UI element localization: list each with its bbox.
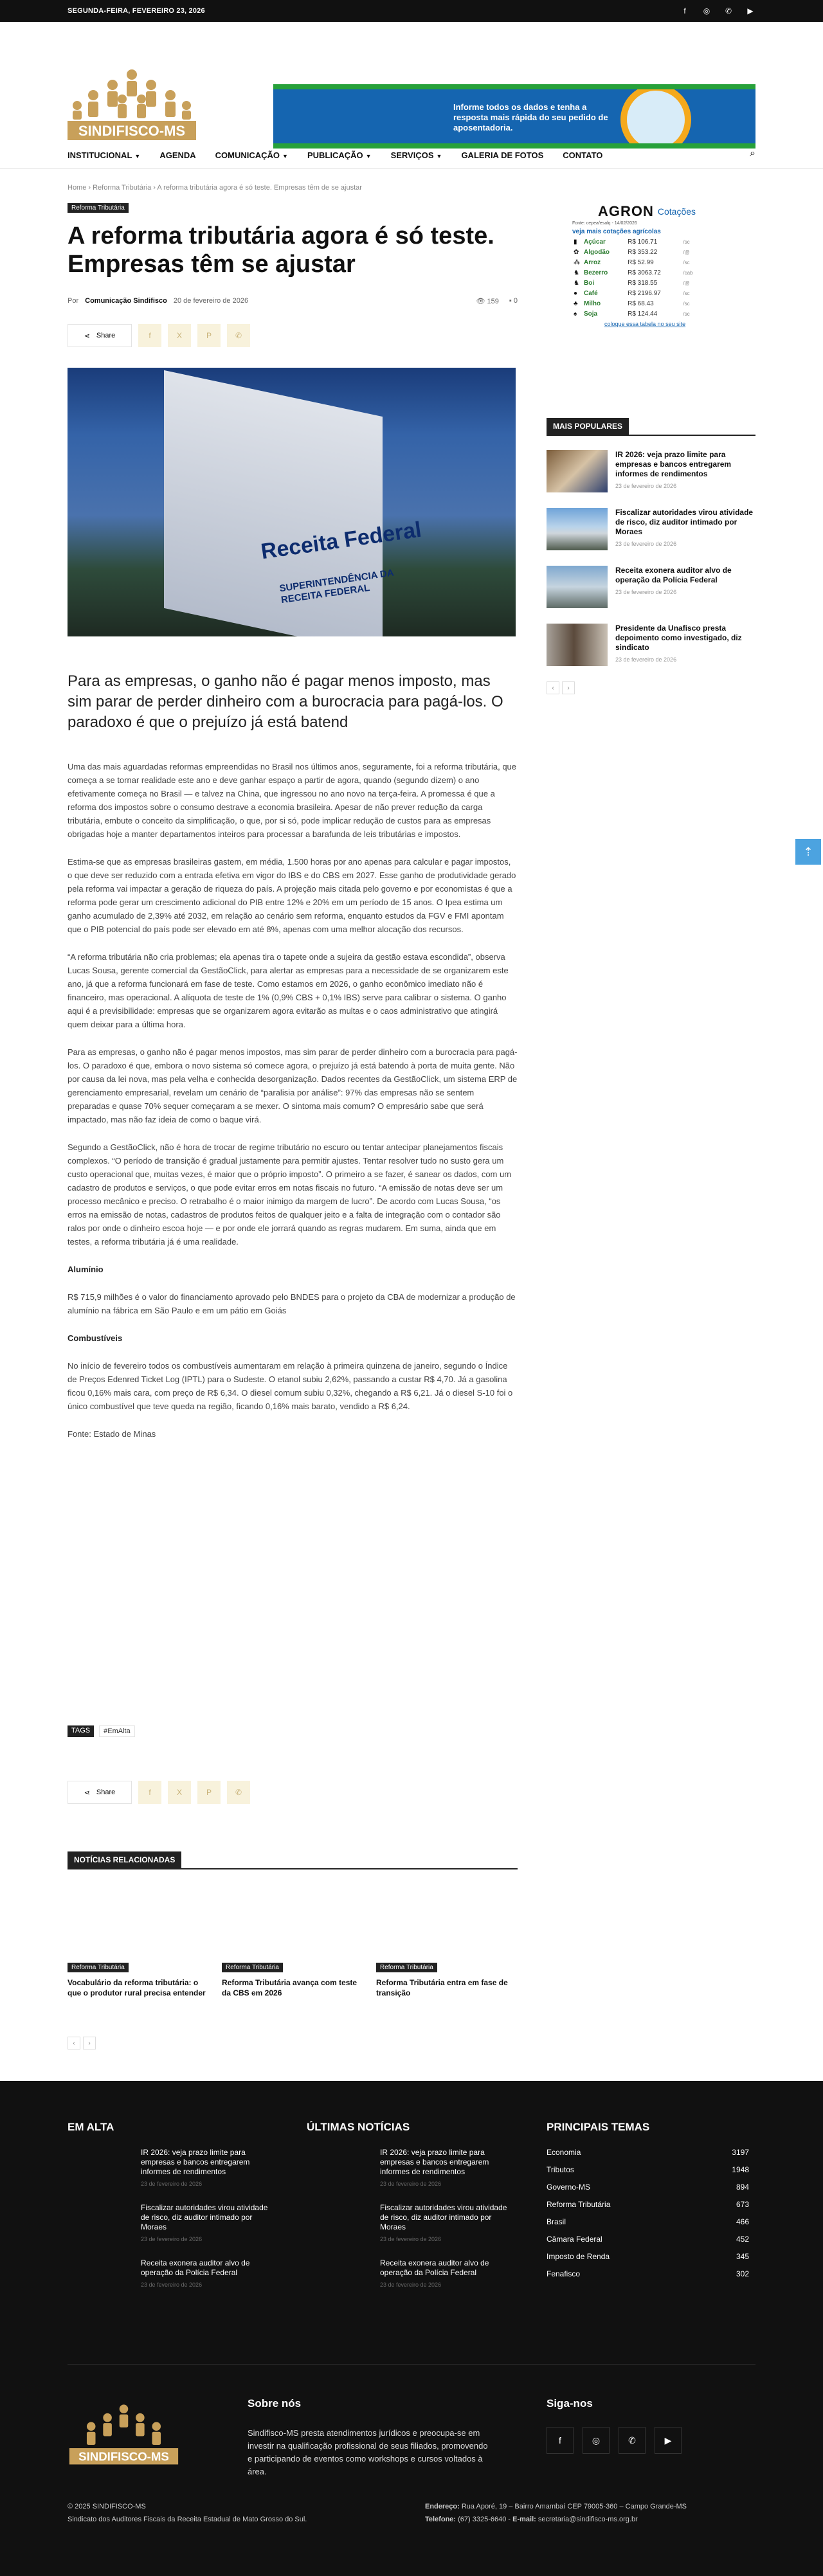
- chevron-down-icon: ▼: [436, 152, 442, 159]
- topic-link[interactable]: Imposto de Renda 345: [547, 2252, 749, 2261]
- views-count: 👁 159: [476, 298, 499, 305]
- next-icon[interactable]: ›: [562, 681, 575, 694]
- popular-widget: [547, 418, 755, 694]
- banner-text: Informe todos os dados e tenha a resposta mais rápida do seu pedido de aposentadoria.: [453, 102, 608, 132]
- logo-text: SINDIFISCO-MS: [78, 123, 186, 139]
- top-bar: [0, 0, 823, 22]
- copyright: © 2025 SINDIFISCO-MS: [68, 2503, 146, 2510]
- prev-icon[interactable]: ‹: [547, 681, 559, 694]
- list-item[interactable]: Receita exonera auditor alvo de operação da Polícia Federal 23 de fevereiro de 2026: [307, 2258, 512, 2301]
- article-source: Fonte: Estado de Minas: [68, 1429, 156, 1439]
- table-row: ▮ Açúcar R$ 106.71 /sc: [572, 237, 701, 247]
- related-news: [68, 1895, 518, 1998]
- nav-contato[interactable]: CONTATO: [563, 150, 603, 160]
- related-title[interactable]: Reforma Tributária entra em fase de transição: [376, 1978, 508, 1997]
- article-hero-image: [68, 368, 516, 636]
- related-thumb: [222, 1895, 363, 1972]
- category-badge[interactable]: Reforma Tributária: [222, 1963, 283, 1972]
- org-name: Sindicato dos Auditores Fiscais da Receita Estadual de Mato Grosso do Sul.: [68, 2516, 307, 2523]
- footer-sobre: Sobre nós Sindifisco-MS presta atendimentos jurídicos e preocupa-se em investir na qualificação profissional de seus filiados, promovendo e participando de eventos como workshops e cursos voltados à área.: [248, 2397, 488, 2476]
- related-title[interactable]: Reforma Tributária avança com teste da CBS em 2026: [222, 1978, 357, 1997]
- footer-logo[interactable]: [68, 2402, 180, 2473]
- youtube-icon[interactable]: ▶: [747, 6, 754, 15]
- related-card[interactable]: [376, 1895, 518, 1998]
- phone[interactable]: (67) 3325-6640 -: [458, 2516, 511, 2523]
- list-item[interactable]: Fiscalizar autoridades virou atividade de risco, diz auditor intimado por Moraes 23 de fevereiro de 2026: [68, 2203, 273, 2246]
- paragraph: Uma das mais aguardadas reformas empreendidas no Brasil nos últimos anos, seguramente, foi a reforma tributária, que começa a se tornar realidade este ano e deve ganhar espaço a partir de agora, quando (segundo dizem) o ano efetivamente começa no Brasil — e talvez na China, que ingressou no ano novo na terça-feira. A promessa é que a reforma dos impostos sobre o consumo destrave a economia brasileira. Apesar de não prever redução da carga tributária, embute o conceito da simplificação, o que, por si só, pode implicar redução de custos para as empresas obrigadas hoje a manter departamentos inteiros para processar a barafunda de leis tributárias e impostos.: [68, 762, 517, 839]
- list-item[interactable]: Fiscalizar autoridades virou atividade de risco, diz auditor intimado por Moraes 23 de fevereiro de 2026: [547, 508, 755, 550]
- by-label: Por: [68, 297, 79, 305]
- main-nav: [68, 143, 755, 167]
- paragraph: “A reforma tributária não cria problemas; ela apenas tira o tapete onde a sujeira da gestão estava escondida”, observa Lucas Sousa, gerente comercial da GestãoClick, para alertar as empresas para a necessidade de se organizarem este ano, já que a reforma funcionará em fase de teste. Como estamos em 2026, o ganho econômico imediato não é financeiro, mas operacional. A alíquota de teste de 1% (0,9% CBS + 0,1% IBS) serve para calibrar o sistema. O ganho aqui é a previsibilidade: empresas que se organizarem agora evitarão as multas e o caos administrativo que atingirá quem deixar para a última hora.: [68, 952, 509, 1029]
- news-thumb: [307, 2258, 371, 2301]
- scroll-to-top-button[interactable]: [795, 839, 821, 865]
- author-link[interactable]: Comunicação Sindifisco: [85, 297, 167, 305]
- facebook-icon[interactable]: f: [683, 6, 686, 15]
- eye-icon: 👁: [476, 298, 487, 305]
- topic-link[interactable]: Tributos 1948: [547, 2165, 749, 2174]
- related-pager: [68, 2037, 96, 2049]
- related-title[interactable]: Vocabulário da reforma tributária: o que o produtor rural precisa entender: [68, 1978, 206, 1997]
- table-row: ♞ Bezerro R$ 3063.72 /cab: [572, 267, 701, 278]
- related-thumb: [68, 1895, 209, 1972]
- nav-institucional[interactable]: INSTITUCIONAL ▼: [68, 150, 141, 160]
- related-card[interactable]: [222, 1895, 363, 1998]
- topic-link[interactable]: Economia 3197: [547, 2148, 749, 2157]
- paragraph: Para as empresas, o ganho não é pagar menos impostos, mas sim parar de perder dinheiro com a burocracia para pagá-los. O paradoxo é que, embora o novo sistema só comece agora, o prejuízo já está batendo à porta de muita gente. Não por causa da lei nova, mas pela velha e conhecida desorganização. Dados recentes da GestãoClick, um sistema ERP de gerenciamento empresarial, revelam um cenário de “paralisia por análise”: 97% das empresas não se sentem preparadas e quase 70% sequer começaram a se mexer. O sintoma mais comum? O empresário sabe que será impactado, mas não faz ideia de como o baque virá.: [68, 1047, 518, 1124]
- footer-temas: PRINCIPAIS TEMAS Economia 3197 Tributos 1948 Governo-MS 894 Reforma Tributária 673 Brasil 466 Câmara Federal 452 Imposto de Renda 345 Fenafisco 302: [547, 2121, 749, 2287]
- facebook-share-icon[interactable]: f: [138, 324, 161, 347]
- youtube-icon[interactable]: ▶: [655, 2427, 682, 2454]
- popular-thumb: [547, 624, 608, 666]
- agron-subtitle: Cotações: [657, 206, 696, 217]
- pinterest-share-icon[interactable]: P: [197, 1781, 221, 1804]
- footer-logo-text: SINDIFISCO-MS: [78, 2449, 169, 2463]
- news-thumb: [68, 2203, 132, 2246]
- hero-sign-text: Receita Federal: [259, 517, 423, 564]
- current-date: SEGUNDA-FEIRA, FEVEREIRO 23, 2026: [68, 7, 205, 15]
- related-heading: NOTÍCIAS RELACIONADAS: [68, 1851, 518, 1869]
- table-row: ♞ Boi R$ 318.55 /@: [572, 278, 701, 288]
- tag-link[interactable]: #EmAlta: [99, 1725, 135, 1737]
- chevron-down-icon: ▼: [365, 152, 372, 159]
- list-item[interactable]: Receita exonera auditor alvo de operação da Polícia Federal 23 de fevereiro de 2026: [547, 566, 755, 608]
- comment-icon: ▪: [509, 297, 514, 305]
- email-link[interactable]: secretaria@sindifisco-ms.org.br: [538, 2516, 638, 2523]
- footer-em-alta: EM ALTA IR 2026: veja prazo limite para empresas e bancos entregarem informes de rendimentos 23 de fevereiro de 2026 Fiscalizar autoridades virou atividade de risco, diz auditor intimado por Moraes 23 de fevereiro de 2026 Receita exonera auditor alvo de operação da Polícia Federal 23 de fevereiro de 2026: [68, 2121, 273, 2314]
- nav-publicacao[interactable]: PUBLICAÇÃO ▼: [307, 150, 372, 160]
- instagram-icon[interactable]: ◎: [703, 6, 710, 15]
- share-icon: ⋖: [84, 1788, 90, 1797]
- popular-thumb: [547, 450, 608, 492]
- category-badge[interactable]: Reforma Tributária: [68, 203, 129, 213]
- pinterest-share-icon[interactable]: P: [197, 324, 221, 347]
- news-thumb: [307, 2148, 371, 2190]
- topic-link[interactable]: Fenafisco 302: [547, 2269, 749, 2278]
- news-thumb: [307, 2203, 371, 2246]
- whatsapp-icon[interactable]: ✆: [725, 6, 732, 15]
- share-button[interactable]: ⋖ Share: [68, 324, 132, 347]
- nav-agenda[interactable]: AGENDA: [159, 150, 196, 160]
- whatsapp-share-icon[interactable]: ✆: [227, 324, 250, 347]
- paragraph: R$ 715,9 milhões é o valor do financiamento aprovado pelo BNDES para o projeto da CBA de modernizar a produção de alumínio na fábrica em São Paulo e em um pátio em Goiás: [68, 1292, 516, 1315]
- agron-source: Fonte: cepea/esalq - 14/02/2026: [572, 221, 637, 226]
- x-share-icon[interactable]: X: [168, 324, 191, 347]
- article-meta: [68, 297, 518, 305]
- tags-row: [68, 1725, 135, 1737]
- agron-table: [572, 237, 701, 319]
- soy-icon: ♠: [574, 310, 577, 318]
- corn-icon: ♣: [574, 300, 578, 307]
- tags-label: TAGS: [68, 1725, 94, 1737]
- hero-sign-subtext: SUPERINTENDÊNCIA DA RECEITA FEDERAL: [278, 567, 395, 606]
- list-item[interactable]: IR 2026: veja prazo limite para empresas e bancos entregarem informes de rendimentos 23 de fevereiro de 2026: [547, 450, 755, 492]
- x-share-icon[interactable]: X: [168, 1781, 191, 1804]
- paragraph: No início de fevereiro todos os combustíveis aumentaram em relação à primeira quinzena de janeiro, segundo o Índice de Preços Edenred Ticket Log (IPTL) para o Sudeste. O etanol subiu 2,62%, passando a custar R$ 4,70. Já a gasolina ficou 0,16% mais cara, com preço de R$ 6,34. O diesel comum subiu 0,32%, chegando a R$ 6,21. Já o diesel S-10 foi o único combustível que teve queda na região, ficando 0,16% mais barato, vendido a R$ 6,24.: [68, 1361, 513, 1411]
- site-header: [0, 22, 823, 150]
- share-bar-top: [68, 324, 250, 347]
- table-row: ♣ Milho R$ 68.43 /sc: [572, 298, 701, 309]
- list-item[interactable]: Fiscalizar autoridades virou atividade de risco, diz auditor intimado por Moraes 23 de fevereiro de 2026: [307, 2203, 512, 2246]
- article-lead: Para as empresas, o ganho não é pagar menos imposto, mas sim parar de perder dinheiro com a burocracia para pagá-los. O paradoxo é que o prejuízo já está batend: [68, 672, 503, 731]
- agron-widget: [572, 203, 759, 327]
- magnifier-icon: [620, 84, 691, 149]
- agron-more-link[interactable]: veja mais cotações agrícolas: [572, 228, 661, 235]
- subheading-aluminio: Alumínio: [68, 1265, 104, 1274]
- comments-count[interactable]: ▪ 0: [509, 297, 518, 305]
- article-body: [68, 760, 518, 1455]
- news-thumb: [68, 2148, 132, 2190]
- instagram-icon[interactable]: ◎: [583, 2427, 610, 2454]
- cotton-icon: ✿: [574, 248, 579, 256]
- nav-comunicacao[interactable]: COMUNICAÇÃO ▼: [215, 150, 288, 160]
- share-bar-bottom: [68, 1781, 250, 1804]
- paragraph: Segundo a GestãoClick, não é hora de trocar de regime tributário no escuro ou tentar antecipar planejamentos fiscais complexos. “O período de transição é gradual justamente para permitir ajustes. Tentar resolver tudo no susto gera um custo operacional que, muitas vezes, é maior que o próprio imposto”. O primeiro a se fazer, é sanear os dados, com um cadastro de produtos e serviços, o que pode evitar erros em notas fiscais no futuro. “A emissão de notas deve ser um processo mecânico e preciso. O retrabalho é o maior inimigo da margem de lucro”. De acordo com Lucas Sousa, “os erros na emissão de notas, cadastros de produtos feitos de qualquer jeito e a falta de integração com o contador são ralos por onde o dinheiro escoa hoje — e por onde ele jorrará quando as regras mudarem. Em suma, ainda que em testes, a reforma tributária já é uma realidade.: [68, 1142, 512, 1247]
- calf-icon: ♞: [574, 269, 579, 276]
- subheading-combustiveis: Combustíveis: [68, 1333, 123, 1343]
- whatsapp-icon[interactable]: ✆: [619, 2427, 646, 2454]
- footer-ultimas: ÚLTIMAS NOTÍCIAS IR 2026: veja prazo limite para empresas e bancos entregarem informes de rendimentos 23 de fevereiro de 2026 Fiscalizar autoridades virou atividade de risco, diz auditor intimado por Moraes 23 de fevereiro de 2026 Receita exonera auditor alvo de operação da Polícia Federal 23 de fevereiro de 2026: [307, 2121, 512, 2314]
- chevron-down-icon: ▼: [134, 152, 141, 159]
- rice-icon: ⁂: [574, 258, 580, 266]
- list-item[interactable]: Presidente da Unafisco presta depoimento como investigado, diz sindicato 23 de fevereiro de 2026: [547, 624, 755, 666]
- news-thumb: [68, 2258, 132, 2301]
- agron-logo[interactable]: AGRON: [598, 203, 654, 219]
- table-row: ● Café R$ 2196.97 /sc: [572, 288, 701, 298]
- facebook-share-icon[interactable]: f: [138, 1781, 161, 1804]
- table-row: ✿ Algodão R$ 353.22 /@: [572, 247, 701, 257]
- sugar-icon: ▮: [574, 238, 577, 246]
- paragraph: Estima-se que as empresas brasileiras gastem, em média, 1.500 horas por ano apenas para calcular e pagar impostos, o que deve ser reduzido com a entrada efetiva em vigor do IBS e do CBS em 2027. Esse ganho de produtividade gerado pela reforma vai impactar a geração de riqueza do país. A projeção mais citada pelo governo e por economistas é que a reforma pode gerar um crescimento adicional do PIB entre 12% e 20% em um período de 15 anos. O Ipea estima um ganho acumulado de 2,39% até 2032, em relação ao cenário sem reforma, enquanto estudos da FGV e FMI apontam que o PIB potencial do país pode ser elevado em até 8%, apenas com uma melhor alocação dos recursos.: [68, 857, 516, 934]
- prev-icon[interactable]: ‹: [68, 2037, 80, 2049]
- topic-link[interactable]: Governo-MS 894: [547, 2183, 749, 2192]
- footer-siga: Siga-nos f ◎ ✆ ▶: [547, 2397, 682, 2454]
- topic-link[interactable]: Brasil 466: [547, 2217, 749, 2226]
- popular-pager: [547, 681, 755, 694]
- related-card[interactable]: [68, 1895, 209, 1998]
- category-badge[interactable]: Reforma Tributária: [68, 1963, 129, 1972]
- facebook-icon[interactable]: f: [547, 2427, 574, 2454]
- chevron-down-icon: ▼: [282, 152, 288, 159]
- popular-heading: MAIS POPULARES: [547, 418, 755, 436]
- list-item[interactable]: IR 2026: veja prazo limite para empresas e bancos entregarem informes de rendimentos 23 de fevereiro de 2026: [68, 2148, 273, 2190]
- address: Rua Aporé, 19 – Bairro Amambaí CEP 79005-360 – Campo Grande-MS: [461, 2503, 687, 2510]
- article-title: A reforma tributária agora é só teste. Empresas têm se ajustar: [68, 222, 494, 278]
- topic-link[interactable]: Câmara Federal 452: [547, 2235, 749, 2244]
- table-row: ⁂ Arroz R$ 52.99 /sc: [572, 257, 701, 267]
- category-badge[interactable]: Reforma Tributária: [376, 1963, 437, 1972]
- site-logo[interactable]: [68, 67, 196, 150]
- article-date: 20 de fevereiro de 2026: [173, 297, 249, 305]
- list-item[interactable]: IR 2026: veja prazo limite para empresas e bancos entregarem informes de rendimentos 23 de fevereiro de 2026: [307, 2148, 512, 2190]
- related-thumb: [376, 1895, 518, 1972]
- aposentadoria-banner[interactable]: [273, 84, 755, 149]
- share-icon: ⋖: [84, 332, 90, 340]
- topic-link[interactable]: Reforma Tributária 673: [547, 2200, 749, 2209]
- popular-thumb: [547, 566, 608, 608]
- popular-thumb: [547, 508, 608, 550]
- nav-divider: [0, 168, 823, 169]
- next-icon[interactable]: ›: [83, 2037, 96, 2049]
- nav-servicos[interactable]: SERVIÇOS ▼: [390, 150, 442, 160]
- list-item[interactable]: Receita exonera auditor alvo de operação da Polícia Federal 23 de fevereiro de 2026: [68, 2258, 273, 2301]
- table-row: ♠ Soja R$ 124.44 /sc: [572, 309, 701, 319]
- agron-embed-link[interactable]: coloque essa tabela no seu site: [604, 321, 686, 327]
- search-icon[interactable]: ⌕: [750, 148, 755, 159]
- coffee-icon: ●: [574, 289, 578, 297]
- site-footer: EM ALTA IR 2026: veja prazo limite para empresas e bancos entregarem informes de rendimentos 23 de fevereiro de 2026 Fiscalizar autoridades virou atividade de risco, diz auditor intimado por Moraes 23 de fevereiro de 2026 Receita exonera auditor alvo de operação da Polícia Federal 23 de fevereiro de 2026 ÚLTIMAS NOTÍCIAS IR 2026: veja prazo limite para empresas e bancos entregarem informes de rendimentos 23 de fevereiro de 2026 Fiscalizar autoridades virou atividade de risco, diz auditor intimado por Moraes 23 de fevereiro de 2026 Receita exonera auditor alvo de operação da Polícia Federal 23 de fevereiro de 2026 PRINCIPAIS TEMAS Economia 3197 Tributos 1948 Governo-MS 894 Reforma Tributária 673 Brasil 466 Câmara Federal 452 Imposto de Renda 345 Fenafisco 302 SINDIFISCO-MS Sobre nós Sindifisco-MS presta atendimentos jurídicos e preocupa-se em investir na qualificação profissional de seus filiados, promovendo e participando de eventos como workshops e cursos voltados à área. Siga-nos f ◎ ✆ ▶ © 2025 SINDIFISCO-MS Sindicato dos Auditores Fiscais da Receita Estadual de Mato Grosso do Sul. Endereço: Rua Aporé, 19 – Bairro Amambaí CEP 79005-360 – Campo Grande-MS Telefone: (67) 3325-6640 - E-mail: secretaria@sindifisco-ms.org.br: [0, 2081, 823, 2576]
- social-links: [680, 6, 755, 16]
- share-button[interactable]: ⋖ Share: [68, 1781, 132, 1804]
- ox-icon: ♞: [574, 279, 579, 287]
- whatsapp-share-icon[interactable]: ✆: [227, 1781, 250, 1804]
- arrow-up-icon: ⇡: [803, 845, 813, 858]
- nav-galeria[interactable]: GALERIA DE FOTOS: [461, 150, 544, 160]
- breadcrumb[interactable]: Home › Reforma Tributária › A reforma tributária agora é só teste. Empresas têm de se ajustar: [68, 184, 362, 192]
